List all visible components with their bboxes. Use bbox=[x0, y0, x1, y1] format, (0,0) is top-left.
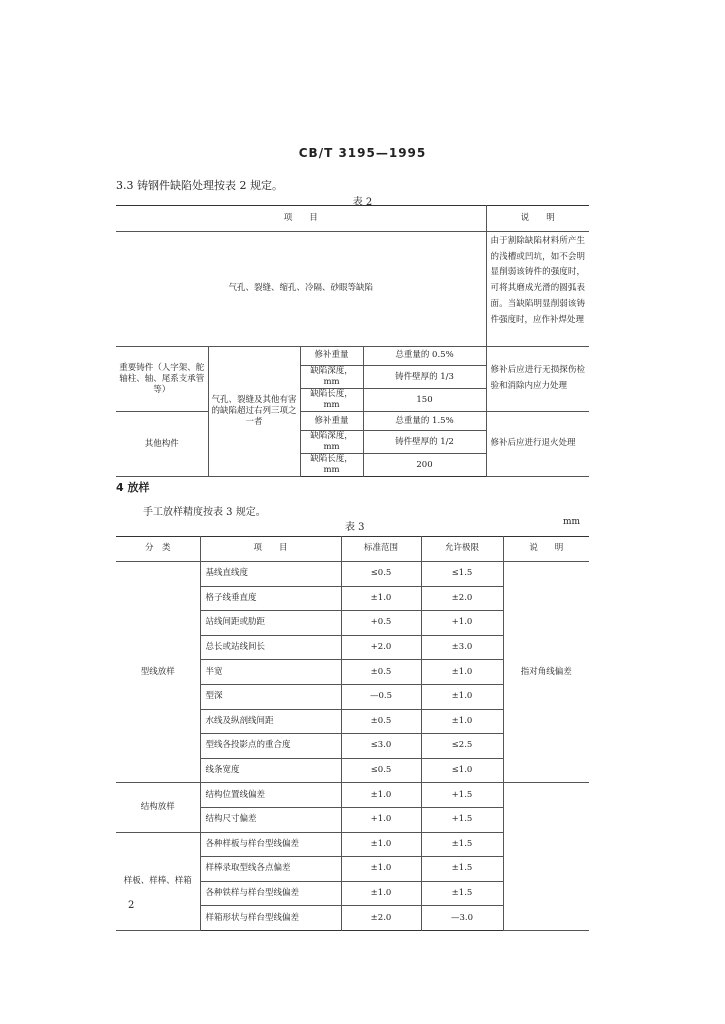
table-2-major-key: 缺陷长度，mm bbox=[300, 389, 363, 412]
table-3-allowed: ±1.5 bbox=[421, 881, 503, 906]
table-3-item: 各种铁样与样台型线偏差 bbox=[200, 881, 341, 906]
table-3-item: 型线各投影点的重合度 bbox=[200, 734, 341, 759]
table-2-other-key: 缺陷长度，mm bbox=[300, 454, 363, 477]
table-2-major-note: 修补后应进行无损探伤检验和消除内应力处理 bbox=[486, 347, 589, 412]
table-3-allowed: ±1.5 bbox=[421, 857, 503, 882]
table-3-item: 格子线垂直度 bbox=[200, 586, 341, 611]
table-3-item: 总长或站线间长 bbox=[200, 635, 341, 660]
table-2-major-value: 铸件壁厚的 1/3 bbox=[363, 366, 486, 389]
table-3-item: 站线间距或肋距 bbox=[200, 611, 341, 636]
table-3-standard: ±1.0 bbox=[341, 783, 421, 808]
table-3-head-note: 说 明 bbox=[503, 537, 589, 562]
table-2-major-value: 总重量的 0.5% bbox=[363, 347, 486, 366]
table-3-allowed: ±2.0 bbox=[421, 586, 503, 611]
table-2-caption: 表 2 bbox=[352, 197, 373, 208]
table-3-allowed: ±1.0 bbox=[421, 684, 503, 709]
table-3-standard: ≤0.5 bbox=[341, 758, 421, 783]
table-3-head-category: 分 类 bbox=[116, 537, 200, 562]
table-2-major-key: 修补重量 bbox=[300, 347, 363, 366]
table-3-allowed: ±1.0 bbox=[421, 709, 503, 734]
table-3-standard: +1.0 bbox=[341, 807, 421, 832]
table-3-allowed: ±3.0 bbox=[421, 635, 503, 660]
table-3-standard: ±1.0 bbox=[341, 586, 421, 611]
table-3-allowed: +1.5 bbox=[421, 807, 503, 832]
table-3-allowed: ±1.0 bbox=[421, 660, 503, 685]
table-3-item: 样箱形状与样台型线偏差 bbox=[200, 906, 341, 931]
section-4-text: 手工放样精度按表 3 规定。 bbox=[143, 507, 266, 518]
table-3-item: 半宽 bbox=[200, 660, 341, 685]
table-3-item: 型深 bbox=[200, 684, 341, 709]
table-3-standard: ≤0.5 bbox=[341, 562, 421, 587]
page-number: 2 bbox=[128, 900, 135, 911]
table-2-major-value: 150 bbox=[363, 389, 486, 412]
table-2-major-key: 缺陷深度，mm bbox=[300, 366, 363, 389]
table-3-item: 样棒录取型线各点偏差 bbox=[200, 857, 341, 882]
table-3-allowed: +1.5 bbox=[421, 783, 503, 808]
table-2-other-key: 修补重量 bbox=[300, 412, 363, 431]
table-3-allowed: ±1.5 bbox=[421, 832, 503, 857]
table-3-standard: ±2.0 bbox=[341, 906, 421, 931]
table-2-head-item: 项 目 bbox=[116, 206, 486, 232]
table-2-other-value: 200 bbox=[363, 454, 486, 477]
table-3-item: 基线直线度 bbox=[200, 562, 341, 587]
table-3-standard: +2.0 bbox=[341, 635, 421, 660]
table-3-head-allowed: 允许极限 bbox=[421, 537, 503, 562]
section-3-3-text: 3.3 铸钢件缺陷处理按表 2 规定。 bbox=[116, 179, 283, 192]
table-3-group1-note: 指对角线偏差 bbox=[503, 562, 589, 783]
table-2 bbox=[116, 205, 589, 477]
table-3-standard: ±0.5 bbox=[341, 709, 421, 734]
table-3 bbox=[116, 536, 589, 931]
table-2-major-castings: 重要铸件（人字架、舵轴柱、轴、尾系支承管等） bbox=[116, 347, 208, 412]
table-3-standard: ±1.0 bbox=[341, 832, 421, 857]
table-3-head-item: 项 目 bbox=[200, 537, 341, 562]
table-2-other-value: 总重量的 1.5% bbox=[363, 412, 486, 431]
table-2-other-key: 缺陷深度，mm bbox=[300, 431, 363, 454]
table-3-allowed: ≤1.0 bbox=[421, 758, 503, 783]
table-3-standard: —0.5 bbox=[341, 684, 421, 709]
table-3-group-structure: 结构放样 bbox=[116, 783, 200, 832]
table-3-item: 结构位置线偏差 bbox=[200, 783, 341, 808]
table-3-standard: ±0.5 bbox=[341, 660, 421, 685]
table-3-item: 结构尺寸偏差 bbox=[200, 807, 341, 832]
table-2-defects-note: 由于割除缺陷材料所产生的浅槽或凹坑，如不会明显削弱该铸件的强度时，可将其磨成光滑的圆弧表面。当缺陷明显削弱该铸件强度时，应作补焊处理 bbox=[486, 232, 589, 347]
table-3-empty-note bbox=[503, 783, 589, 931]
table-3-allowed: ≤1.5 bbox=[421, 562, 503, 587]
table-3-allowed: —3.0 bbox=[421, 906, 503, 931]
table-2-condition: 气孔、裂缝及其他有害的缺陷超过右列三项之一者 bbox=[208, 347, 300, 477]
table-3-standard: +0.5 bbox=[341, 611, 421, 636]
table-3-caption: 表 3 bbox=[345, 522, 365, 533]
table-3-standard: ≤3.0 bbox=[341, 734, 421, 759]
table-2-other-note: 修补后应进行退火处理 bbox=[486, 412, 589, 477]
standard-number: CB/T 3195—1995 bbox=[298, 146, 427, 160]
table-row bbox=[116, 783, 589, 808]
table-3-standard: ±1.0 bbox=[341, 857, 421, 882]
table-3-item: 水线及纵剖线间距 bbox=[200, 709, 341, 734]
table-3-item: 线条宽度 bbox=[200, 758, 341, 783]
table-3-head-standard: 标准范围 bbox=[341, 537, 421, 562]
table-3-group-templates: 样板、样棒、样箱 bbox=[116, 832, 200, 930]
table-row bbox=[116, 562, 589, 587]
table-3-allowed: ≤2.5 bbox=[421, 734, 503, 759]
table-3-allowed: +1.0 bbox=[421, 611, 503, 636]
table-2-head-note: 说 明 bbox=[486, 206, 589, 232]
section-4-heading: 4 放样 bbox=[116, 481, 150, 494]
table-2-other-value: 铸件壁厚的 1/2 bbox=[363, 431, 486, 454]
table-2-defects-item: 气孔、裂缝、缩孔、冷隔、砂眼等缺陷 bbox=[116, 232, 486, 347]
table-3-unit: mm bbox=[563, 517, 581, 527]
table-3-standard: ±1.0 bbox=[341, 881, 421, 906]
table-3-item: 各种样板与样台型线偏差 bbox=[200, 832, 341, 857]
table-2-other-castings: 其他构件 bbox=[116, 412, 208, 477]
table-3-group-lofting: 型线放样 bbox=[116, 562, 200, 783]
